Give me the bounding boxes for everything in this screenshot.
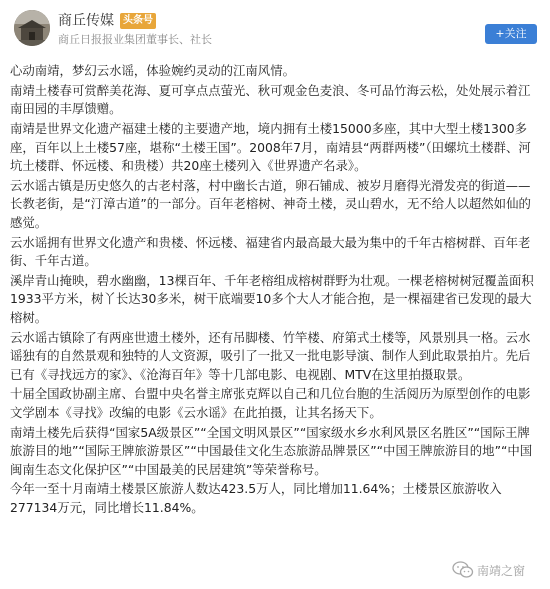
paragraph-7: 云水谣古镇除了有两座世遗土楼外，还有吊脚楼、竹竿楼、府第式土楼等，风景别具一格。云水谣独有的自然景观和独特的人文资源，吸引了一批又一批电影导演、制作人到此取景拍片。先后已有《寻找远方的家》、《沧海百年》等十几部电影、电视剧、MTV在这里拍摄取景。 bbox=[10, 329, 531, 382]
paragraph-5: 云水谣拥有世界文化遗产和贵楼、怀远楼、福建省内最高最大最为集中的千年古榕树群、百年老街、千年古道。 bbox=[10, 234, 531, 269]
wechat-icon bbox=[452, 561, 474, 579]
paragraph-3: 南靖是世界文化遗产福建土楼的主要遗产地，境内拥有土楼15000多座，其中大型土楼1300多座，百年以上土楼57座，堪称“土楼王国”。2008年7月，南靖县“两群两楼”（田螺坑土楼群、河坑土楼群、怀远楼、和贵楼）共20座土楼列入《世界遗产名录》。 bbox=[10, 121, 531, 174]
follow-button[interactable]: +关注 bbox=[485, 24, 537, 44]
article-body bbox=[10, 62, 540, 519]
author-description: 商丘日报报业集团董事长、社长 bbox=[58, 33, 212, 46]
paragraph-8: 十届全国政协副主席、台盟中央名誉主席张克辉以自己和几位台胞的生活阅历为原型创作的电影文学剧本《寻找》改编的电影《云水谣》在此拍摄，让其名扬天下。 bbox=[10, 386, 531, 420]
watermark-label: 南靖之窗 bbox=[477, 563, 526, 578]
paragraph-1: 心动南靖，梦幻云水谣，体验婉约灵动的江南风情。 bbox=[10, 63, 295, 78]
toutiao-badge: 头条号 bbox=[120, 13, 156, 29]
paragraph-4: 云水谣古镇是历史悠久的古老村落，村中幽长古道，卵石铺成、被岁月磨得光滑发亮的街道——长教老街，是“汀漳古道”的一部分。百年老榕树、神奇土楼，灵山碧水，无不给人以超然如仙的感觉。 bbox=[10, 177, 531, 230]
watermark bbox=[452, 560, 525, 580]
avatar-image bbox=[14, 10, 50, 46]
article-header bbox=[0, 0, 550, 58]
author-avatar[interactable] bbox=[14, 10, 50, 46]
paragraph-6: 溪岸青山掩映，碧水幽幽，13棵百年、千年老榕组成榕树群野为壮观。一棵老榕树树冠覆盖面积1933平方米，树丫长达30多米，树干底端要10多个大人才能合抱，是一棵福建省已发现的最大榕树。 bbox=[10, 272, 534, 325]
paragraph-9: 南靖土楼先后获得“国家5A级景区”“全国文明风景区”“国家级水乡水利风景区名胜区”“国际王牌旅游目的地”“国际王牌旅游景区”“中国最佳文化生态旅游品牌景区”“中国王牌旅游目的地”“中国闽南生态文化保护区”“中国最美的民居建筑”等荣誉称号。 bbox=[10, 424, 533, 477]
author-name[interactable]: 商丘传媒 bbox=[58, 13, 114, 29]
paragraph-2: 南靖土楼春可赏醉美花海、夏可享点点萤光、秋可观金色麦浪、冬可品竹海云松，处处展示着江南田园的丰厚馈赠。 bbox=[10, 82, 531, 117]
paragraph-10: 今年一至十月南靖土楼景区旅游人数达423.5万人，同比增加11.64%；土楼景区旅游收入277134万元，同比增长11.84%。 bbox=[10, 481, 502, 515]
